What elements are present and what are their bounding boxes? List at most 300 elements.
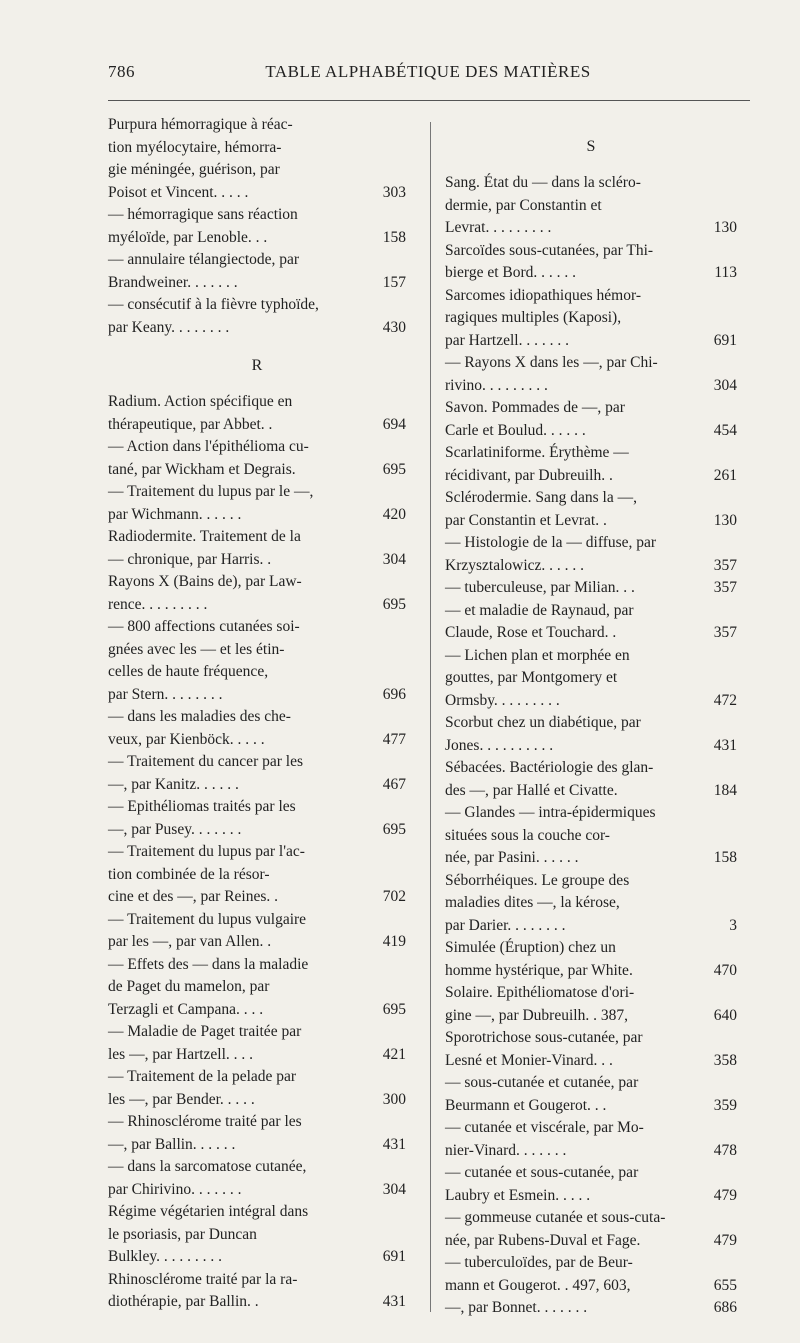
entry-line xyxy=(108,1224,406,1247)
page-reference: 478 xyxy=(713,1141,737,1159)
entry-text: — et maladie de Raynaud, par xyxy=(445,601,634,619)
entry-text: Sarcoïdes sous-cutanées, par Thi- xyxy=(445,241,654,259)
entry-line xyxy=(108,616,406,639)
entry-line xyxy=(445,1297,737,1320)
entry-text: les —, par Hartzell. . . . xyxy=(108,1045,254,1063)
page-reference: 157 xyxy=(382,273,406,291)
page-header xyxy=(108,62,748,92)
entry-text: Terzagli et Campana. . . . xyxy=(108,1000,264,1018)
entry-line xyxy=(445,1185,737,1208)
entry-text: Ormsby. . . . . . . . . xyxy=(445,691,560,709)
entry-text: — Rhinosclérome traité par les xyxy=(108,1113,302,1130)
page-number: 786 xyxy=(108,62,135,81)
entry-text: — Glandes — intra-épidermiques xyxy=(445,804,656,821)
index-entry xyxy=(108,1021,406,1066)
entry-text: gouttes, par Montgomery et xyxy=(445,669,618,686)
entry-text: — Lichen plan et morphée en xyxy=(445,646,630,664)
page-reference: 357 xyxy=(713,579,737,596)
entry-text: Beurmann et Gougerot. . . xyxy=(445,1096,607,1114)
entry-line xyxy=(445,690,737,713)
page-reference: 640 xyxy=(713,1006,737,1024)
entry-text: —, par Pusey. . . . . . . xyxy=(108,820,242,838)
entry-line xyxy=(108,294,406,317)
entry-text: myéloïde, par Lenoble. . . xyxy=(108,228,268,246)
entry-line xyxy=(108,751,406,774)
index-entry xyxy=(445,487,737,532)
entry-text: — 800 affections cutanées soi- xyxy=(108,618,300,635)
entry-text: dermie, par Constantin et xyxy=(445,196,602,214)
entry-text: Sang. État du — dans la scléro- xyxy=(445,174,641,191)
entry-line xyxy=(108,227,406,250)
entry-line xyxy=(108,841,406,864)
entry-line xyxy=(445,870,737,893)
entry-text: Brandweiner. . . . . . . xyxy=(108,273,238,291)
entry-line xyxy=(108,931,406,954)
entry-text: par Keany. . . . . . . . xyxy=(108,318,230,336)
entry-text: — Rayons X dans les —, par Chi- xyxy=(445,354,658,371)
index-entry xyxy=(445,1072,737,1117)
page-reference: 431 xyxy=(713,736,737,754)
entry-text: — Maladie de Paget traitée par xyxy=(108,1023,302,1040)
entry-line xyxy=(108,684,406,707)
entry-text: née, par Pasini. . . . . . xyxy=(445,849,579,866)
index-entry xyxy=(445,645,737,713)
index-entry xyxy=(108,616,406,706)
entry-text: Rhinosclérome traité par la ra- xyxy=(108,1270,298,1288)
page-reference: 431 xyxy=(382,1135,406,1153)
entry-line xyxy=(445,1162,737,1185)
entry-line xyxy=(108,1044,406,1067)
entry-line xyxy=(445,780,737,803)
entry-line xyxy=(445,352,737,375)
entry-text: — Epithéliomas traités par les xyxy=(108,798,296,815)
entry-text: Savon. Pommades de —, par xyxy=(445,399,625,416)
entry-text: Carle et Boulud. . . . . . xyxy=(445,421,586,439)
entry-text: récidivant, par Dubreuilh. . xyxy=(445,466,613,484)
index-entry xyxy=(108,1269,406,1314)
entry-line xyxy=(445,1140,737,1163)
page-reference: 261 xyxy=(713,466,737,484)
entry-line xyxy=(108,661,406,684)
entry-text: Rayons X (Bains de), par Law- xyxy=(108,573,302,590)
entry-line xyxy=(445,1252,737,1275)
page-reference: 470 xyxy=(713,961,737,979)
index-entry xyxy=(445,1162,737,1207)
entry-text: thérapeutique, par Abbet. . xyxy=(108,415,273,433)
index-entry xyxy=(108,954,406,1022)
entry-text: — Histologie de la — diffuse, par xyxy=(445,534,657,551)
index-entry xyxy=(108,1201,406,1269)
page-reference: 691 xyxy=(382,1248,406,1265)
entry-line xyxy=(108,549,406,572)
page-reference: 304 xyxy=(382,550,406,568)
entry-text: — sous-cutanée et cutanée, par xyxy=(445,1074,639,1091)
entry-line xyxy=(445,442,737,465)
entry-text: Purpura hémorragique à réac- xyxy=(108,116,293,133)
page-reference: 467 xyxy=(382,775,406,793)
page-reference: 655 xyxy=(713,1276,737,1294)
entry-line xyxy=(108,204,406,227)
entry-text: mann et Gougerot. . 497, 603, xyxy=(445,1276,631,1294)
entry-line xyxy=(108,594,406,617)
entry-text: — Action dans l'épithélioma cu- xyxy=(108,438,309,455)
index-entry xyxy=(108,1066,406,1111)
entry-line xyxy=(108,774,406,797)
entry-text: Sarcomes idiopathiques hémor- xyxy=(445,286,641,304)
entry-text: Solaire. Epithéliomatose d'ori- xyxy=(445,984,635,1001)
page-reference: 479 xyxy=(713,1231,737,1249)
entry-text: — Traitement du cancer par les xyxy=(108,753,303,770)
index-entry xyxy=(108,751,406,796)
index-entry xyxy=(108,706,406,751)
entry-line xyxy=(108,1269,406,1292)
page-reference: 420 xyxy=(382,505,406,523)
entry-line xyxy=(108,1089,406,1112)
page-reference: 454 xyxy=(713,421,737,439)
entry-text: tion myélocytaire, hémorra- xyxy=(108,138,282,156)
entry-text: — dans la sarcomatose cutanée, xyxy=(108,1158,307,1175)
entry-text: diothérapie, par Ballin. . xyxy=(108,1293,259,1310)
entry-line xyxy=(108,571,406,594)
entry-text: — Traitement du lupus vulgaire xyxy=(108,910,307,928)
entry-text: — chronique, par Harris. . xyxy=(108,550,272,568)
page-reference: 472 xyxy=(713,691,737,709)
entry-line xyxy=(445,667,737,690)
entry-text: par Wichmann. . . . . . xyxy=(108,505,242,523)
entry-text: de Paget du mamelon, par xyxy=(108,978,270,995)
entry-text: par Stern. . . . . . . . xyxy=(108,685,223,703)
entry-text: Séborrhéiques. Le groupe des xyxy=(445,871,630,889)
entry-text: — tuberculeuse, par Milian. . . xyxy=(445,579,635,596)
page-reference: 184 xyxy=(713,781,737,799)
entry-text: par Darier. . . . . . . . xyxy=(445,916,566,934)
entry-line xyxy=(108,706,406,729)
index-entry xyxy=(445,532,737,577)
page-reference: 695 xyxy=(382,820,406,838)
entry-text: bierge et Bord. . . . . . xyxy=(445,264,577,281)
entry-line xyxy=(108,999,406,1022)
s-entries xyxy=(445,172,737,1320)
index-entry xyxy=(108,841,406,909)
entry-text: —, par Ballin. . . . . . xyxy=(108,1135,236,1153)
page-reference: 419 xyxy=(382,933,406,950)
entry-line xyxy=(108,137,406,160)
page-reference: 130 xyxy=(713,511,737,529)
index-entry xyxy=(445,600,737,645)
entry-text: gnées avec les — et les étin- xyxy=(108,640,285,658)
entry-text: rivino. . . . . . . . . xyxy=(445,376,548,394)
entry-line xyxy=(108,249,406,272)
entry-text: Lesné et Monier-Vinard. . . xyxy=(445,1051,613,1069)
entry-line xyxy=(108,1066,406,1089)
entry-text: — cutanée et viscérale, par Mo- xyxy=(445,1119,644,1136)
entry-line xyxy=(445,757,737,780)
index-entry xyxy=(445,937,737,982)
page-reference: 431 xyxy=(382,1293,406,1310)
page-reference: 694 xyxy=(382,415,406,433)
index-entry xyxy=(108,391,406,436)
entry-line xyxy=(445,1207,737,1230)
entry-text: — Traitement du lupus par le —, xyxy=(108,483,314,500)
entry-line xyxy=(445,622,737,645)
entry-line xyxy=(108,159,406,182)
entry-line xyxy=(445,960,737,983)
entry-text: par Chirivino. . . . . . . xyxy=(108,1180,242,1198)
entry-line xyxy=(445,645,737,668)
entry-text: maladies dites —, la kérose, xyxy=(445,894,620,911)
index-entry xyxy=(108,249,406,294)
index-entry xyxy=(445,982,737,1027)
entry-line xyxy=(445,240,737,263)
entry-line xyxy=(445,802,737,825)
entry-line xyxy=(445,510,737,533)
entry-text: Sébacées. Bactériologie des glan- xyxy=(445,759,654,776)
entry-text: — annulaire télangiectode, par xyxy=(108,251,300,268)
entry-line xyxy=(445,1095,737,1118)
entry-line xyxy=(108,1201,406,1224)
entry-text: — dans les maladies des che- xyxy=(108,708,291,725)
page-reference: 479 xyxy=(713,1186,737,1204)
entry-line xyxy=(108,182,406,205)
index-entry xyxy=(108,1111,406,1156)
index-entry xyxy=(445,1297,737,1320)
index-entry xyxy=(445,352,737,397)
entry-text: — Traitement du lupus par l'ac- xyxy=(108,843,305,860)
index-entry xyxy=(108,796,406,841)
right-column xyxy=(445,114,737,1320)
entry-text: gine —, par Dubreuilh. . 387, xyxy=(445,1006,628,1024)
entry-text: par les —, par van Allen. . xyxy=(108,933,272,950)
entry-text: Bulkley. . . . . . . . . xyxy=(108,1248,222,1265)
page-reference: 702 xyxy=(382,888,406,905)
page-reference: 357 xyxy=(713,556,737,574)
entry-text: par Constantin et Levrat. . xyxy=(445,511,607,529)
entry-text: nier-Vinard. . . . . . . xyxy=(445,1141,567,1159)
entry-text: — Effets des — dans la maladie xyxy=(108,955,309,973)
entry-text: cine et des —, par Reines. . xyxy=(108,888,279,905)
entry-text: Radiodermite. Traitement de la xyxy=(108,528,301,545)
index-entry xyxy=(108,909,406,954)
entry-line xyxy=(445,487,737,510)
entry-text: Laubry et Esmein. . . . . xyxy=(445,1186,591,1204)
entry-line xyxy=(445,375,737,398)
index-entry xyxy=(445,802,737,870)
entry-line xyxy=(445,1005,737,1028)
page-reference: 696 xyxy=(382,685,406,703)
entry-line xyxy=(108,954,406,977)
entry-line xyxy=(445,847,737,870)
entry-text: Sclérodermie. Sang dans la —, xyxy=(445,489,637,506)
index-entry xyxy=(445,1252,737,1297)
page-reference: 3 xyxy=(729,916,737,934)
entry-line xyxy=(445,1230,737,1253)
page-reference: 357 xyxy=(713,624,737,641)
entry-text: tané, par Wickham et Degrais. xyxy=(108,460,296,478)
entry-line xyxy=(108,886,406,909)
entry-text: homme hystérique, par White. xyxy=(445,961,633,979)
entry-text: Jones. . . . . . . . . . xyxy=(445,736,554,754)
entry-line xyxy=(108,1179,406,1202)
entry-line xyxy=(108,729,406,752)
entry-line xyxy=(445,1275,737,1298)
index-entry xyxy=(108,526,406,571)
entry-text: celles de haute fréquence, xyxy=(108,663,269,680)
page-reference: 691 xyxy=(713,331,737,349)
entry-text: — consécutif à la fièvre typhoïde, xyxy=(108,296,319,313)
index-entry xyxy=(108,294,406,339)
index-entry xyxy=(445,285,737,353)
entry-line xyxy=(445,735,737,758)
page-reference: 300 xyxy=(382,1090,406,1108)
entry-text: —, par Kanitz. . . . . . xyxy=(108,775,239,793)
index-entry xyxy=(445,172,737,240)
entry-line xyxy=(108,504,406,527)
entry-line xyxy=(108,526,406,549)
entry-line xyxy=(445,330,737,353)
entry-text: par Hartzell. . . . . . . xyxy=(445,331,569,349)
entry-text: ragiques multiples (Kaposi), xyxy=(445,309,622,326)
entry-line xyxy=(445,555,737,578)
page-reference: 158 xyxy=(382,228,406,246)
entry-line xyxy=(108,272,406,295)
entry-line xyxy=(445,1072,737,1095)
entry-text: des —, par Hallé et Civatte. xyxy=(445,781,618,799)
page-reference: 358 xyxy=(713,1051,737,1069)
index-entry xyxy=(445,397,737,442)
page-reference: 695 xyxy=(382,460,406,478)
page-reference: 304 xyxy=(713,376,737,394)
index-entry xyxy=(445,1027,737,1072)
entry-line xyxy=(108,1111,406,1134)
entry-line xyxy=(445,397,737,420)
entry-line xyxy=(445,982,737,1005)
entry-line xyxy=(445,600,737,623)
section-heading-r: R xyxy=(251,357,263,374)
entry-line xyxy=(108,864,406,887)
entry-line xyxy=(108,1246,406,1269)
index-entry xyxy=(445,757,737,802)
entry-text: le psoriasis, par Duncan xyxy=(108,1225,257,1243)
entry-text: Poisot et Vincent. . . . . xyxy=(108,183,249,201)
page-reference: 359 xyxy=(713,1096,737,1114)
page-reference: 477 xyxy=(382,730,406,748)
entry-line xyxy=(108,819,406,842)
entry-text: née, par Rubens-Duval et Fage. xyxy=(445,1231,641,1249)
entry-text: — gommeuse cutanée et sous-cuta- xyxy=(445,1209,666,1226)
entry-line xyxy=(108,436,406,459)
left-column xyxy=(108,114,406,1314)
entry-text: — cutanée et sous-cutanée, par xyxy=(445,1164,639,1181)
entry-line xyxy=(445,915,737,938)
entry-line xyxy=(108,317,406,340)
entry-line xyxy=(445,1050,737,1073)
entry-text: Scorbut chez un diabétique, par xyxy=(445,714,641,731)
header-rule xyxy=(108,100,750,101)
entry-text: Radium. Action spécifique en xyxy=(108,393,293,410)
page-reference: 686 xyxy=(713,1299,737,1316)
index-entry xyxy=(108,204,406,249)
entry-line xyxy=(108,1134,406,1157)
entry-line xyxy=(445,892,737,915)
index-entry xyxy=(445,1207,737,1252)
entry-line xyxy=(108,1021,406,1044)
entry-text: Simulée (Éruption) chez un xyxy=(445,939,616,956)
entry-line xyxy=(108,114,406,137)
entry-line xyxy=(108,796,406,819)
entry-line xyxy=(108,459,406,482)
entry-line xyxy=(445,262,737,285)
entry-text: Sporotrichose sous-cutanée, par xyxy=(445,1029,643,1046)
r-entries xyxy=(108,391,406,1314)
entry-line xyxy=(445,465,737,488)
entry-line xyxy=(108,1156,406,1179)
page-reference: 695 xyxy=(382,595,406,613)
entry-text: Levrat. . . . . . . . . xyxy=(445,219,552,236)
index-entry xyxy=(108,114,406,204)
entry-text: rence. . . . . . . . . xyxy=(108,595,208,613)
entry-text: —, par Bonnet. . . . . . . xyxy=(445,1299,588,1316)
entry-line xyxy=(445,712,737,735)
entry-line xyxy=(108,481,406,504)
entry-text: Scarlatiniforme. Érythème — xyxy=(445,444,629,461)
section-heading-s: S xyxy=(586,138,596,155)
entry-text: — hémorragique sans réaction xyxy=(108,206,298,223)
entry-text: situées sous la couche cor- xyxy=(445,826,610,844)
entry-text: — tuberculoïdes, par de Beur- xyxy=(445,1254,633,1271)
entry-line xyxy=(445,1027,737,1050)
entry-text: gie méningée, guérison, par xyxy=(108,161,280,178)
index-entry xyxy=(445,870,737,938)
index-entry xyxy=(108,1156,406,1201)
index-entry xyxy=(445,442,737,487)
continuation-entries xyxy=(108,114,406,339)
entry-line xyxy=(108,391,406,414)
entry-line xyxy=(108,976,406,999)
entry-line xyxy=(445,532,737,555)
page-reference: 421 xyxy=(382,1045,406,1063)
page-reference: 695 xyxy=(382,1000,406,1018)
entry-line xyxy=(445,307,737,330)
index-entry xyxy=(108,571,406,616)
entry-line xyxy=(445,172,737,195)
entry-text: veux, par Kienböck. . . . . xyxy=(108,730,265,748)
entry-text: Régime végétarien intégral dans xyxy=(108,1203,309,1220)
entry-line xyxy=(445,577,737,600)
index-entry xyxy=(108,481,406,526)
entry-text: les —, par Bender. . . . . xyxy=(108,1090,255,1108)
entry-line xyxy=(108,909,406,932)
entry-line xyxy=(445,825,737,848)
entry-text: — Traitement de la pelade par xyxy=(108,1068,297,1085)
entry-line xyxy=(108,414,406,437)
entry-line xyxy=(445,420,737,443)
page-reference: 430 xyxy=(382,318,406,336)
page-reference: 158 xyxy=(713,849,737,866)
entry-line xyxy=(445,937,737,960)
entry-text: tion combinée de la résor- xyxy=(108,865,270,883)
column-divider xyxy=(430,122,431,1312)
running-title: TABLE ALPHABÉTIQUE DES MATIÈRES xyxy=(265,62,591,81)
entry-text: Claude, Rose et Touchard. . xyxy=(445,624,617,641)
page-reference: 130 xyxy=(713,219,737,236)
index-entry xyxy=(108,436,406,481)
page-reference: 303 xyxy=(382,183,406,201)
entry-line xyxy=(445,1117,737,1140)
index-entry xyxy=(445,712,737,757)
entry-line xyxy=(108,639,406,662)
entry-text: Krzysztalowicz. . . . . . xyxy=(445,556,585,574)
entry-line xyxy=(445,217,737,240)
